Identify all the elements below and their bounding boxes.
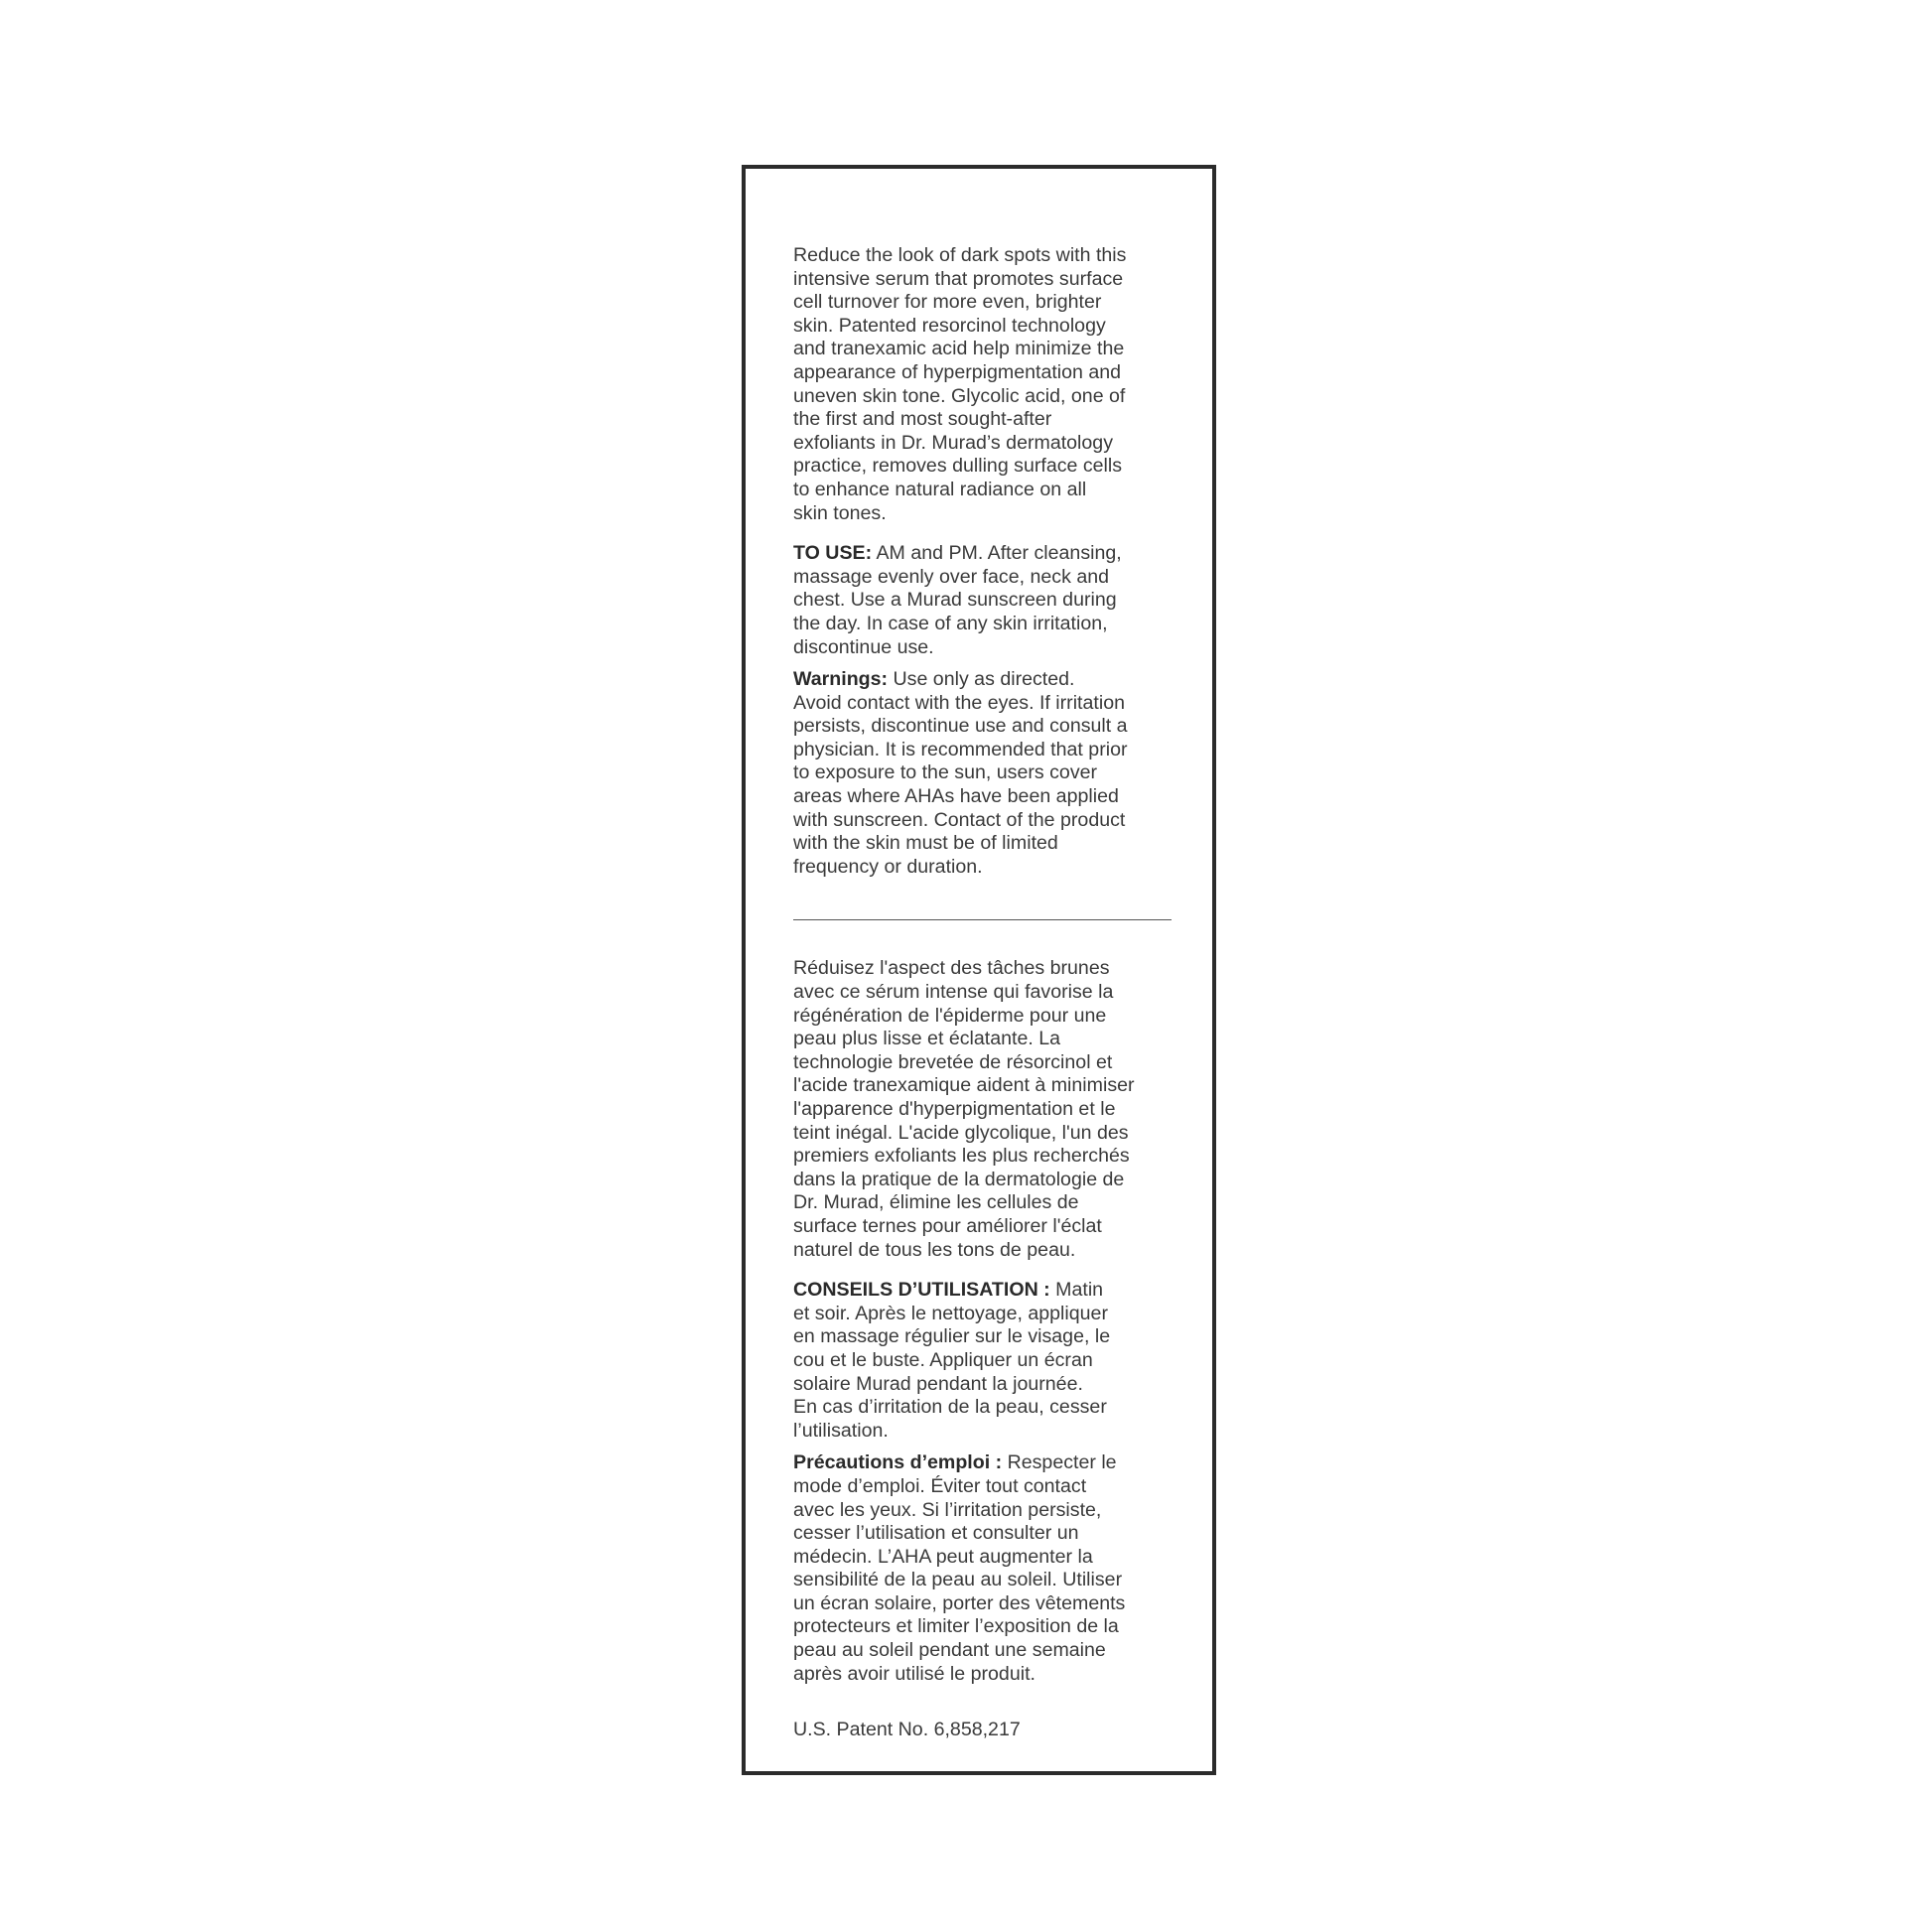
text-line: practice, removes dulling surface cells [793, 455, 1123, 478]
usage-first-line: Matin [1049, 1279, 1104, 1302]
text-line: l'acide tranexamique aident à minimiser [793, 1074, 1135, 1097]
text-line: cell turnover for more even, brighter [793, 291, 1102, 314]
text-line: mode d’emploi. Éviter tout contact [793, 1474, 1087, 1497]
text-line: areas where AHAs have been applied [793, 785, 1119, 808]
text-line: sensibilité de la peau au soleil. Utiliser [793, 1569, 1123, 1591]
french-precautions [793, 1451, 1174, 1686]
text-line: En cas d’irritation de la peau, cesser [793, 1396, 1107, 1419]
text-line: the first and most sought-after [793, 408, 1052, 431]
text-line: to exposure to the sun, users cover [793, 761, 1098, 784]
text-line: with sunscreen. Contact of the product [793, 808, 1126, 831]
text-line: protecteurs et limiter l’exposition de la [793, 1615, 1119, 1638]
text-line: appearance of hyperpigmentation and [793, 360, 1122, 383]
text-line [793, 542, 1174, 566]
warnings-first-line: Use only as directed. [888, 668, 1075, 691]
text-line: l'apparence d'hyperpigmentation et le [793, 1098, 1116, 1120]
text-line: Reduce the look of dark spots with this [793, 244, 1127, 266]
text-line: skin tones. [793, 501, 887, 524]
text-line: avec ce sérum intense qui favorise la [793, 981, 1114, 1004]
text-line: peau au soleil pendant une semaine [793, 1639, 1106, 1662]
english-description [793, 244, 1174, 525]
text-line: dans la pratique de la dermatologie de [793, 1168, 1125, 1190]
text-line: skin. Patented resorcinol technology [793, 314, 1106, 337]
text-line: cesser l’utilisation et consulter un [793, 1522, 1079, 1545]
text-line: en massage régulier sur le visage, le [793, 1325, 1111, 1348]
text-line: U.S. Patent No. 6,858,217 [793, 1719, 1021, 1741]
text-line: un écran solaire, porter des vêtements [793, 1591, 1126, 1614]
text-line: the day. In case of any skin irritation, [793, 612, 1108, 634]
precautions-first-line: Respecter le [1002, 1451, 1117, 1474]
text-line: discontinue use. [793, 635, 934, 658]
text-line: avec les yeux. Si l’irritation persiste, [793, 1498, 1102, 1521]
text-line: with the skin must be of limited [793, 832, 1058, 855]
text-line: Avoid contact with the eyes. If irritation [793, 691, 1125, 714]
text-line: Réduisez l'aspect des tâches brunes [793, 957, 1110, 980]
text-line: persists, discontinue use and consult a [793, 715, 1128, 738]
text-line: and tranexamic acid help minimize the [793, 338, 1125, 360]
label-content [793, 244, 1174, 1742]
text-line: l’utilisation. [793, 1419, 889, 1442]
text-line: après avoir utilisé le produit. [793, 1662, 1035, 1685]
text-line: Dr. Murad, élimine les cellules de [793, 1191, 1079, 1214]
text-line: teint inégal. L'acide glycolique, l'un des [793, 1121, 1129, 1144]
french-description [793, 957, 1174, 1262]
text-line: peau plus lisse et éclatante. La [793, 1028, 1061, 1050]
text-line: solaire Murad pendant la journée. [793, 1372, 1083, 1395]
text-line: et soir. Après le nettoyage, appliquer [793, 1302, 1108, 1324]
text-line: massage evenly over face, neck and [793, 565, 1110, 588]
text-line: régénération de l'épiderme pour une [793, 1004, 1107, 1027]
to-use-label: TO USE: [793, 542, 873, 565]
text-line: intensive serum that promotes surface [793, 267, 1124, 290]
text-line: premiers exfoliants les plus recherchés [793, 1145, 1130, 1168]
text-line: to enhance natural radiance on all [793, 478, 1087, 500]
text-line: exfoliants in Dr. Murad’s dermatology [793, 431, 1113, 454]
warnings-label: Warnings: [793, 668, 889, 691]
english-warnings [793, 668, 1174, 879]
text-line: cou et le buste. Appliquer un écran [793, 1348, 1093, 1371]
text-line [793, 1279, 1174, 1303]
text-line [793, 668, 1174, 692]
precautions-label: Précautions d’emploi : [793, 1451, 1003, 1474]
text-line: naturel de tous les tons de peau. [793, 1238, 1076, 1261]
text-line: technologie brevetée de résorcinol et [793, 1050, 1113, 1073]
french-usage [793, 1279, 1174, 1443]
text-line: physician. It is recommended that prior [793, 738, 1128, 760]
text-line [793, 1451, 1174, 1475]
label-panel [742, 165, 1216, 1775]
text-line: médecin. L’AHA peut augmenter la [793, 1545, 1093, 1568]
english-to-use [793, 542, 1174, 659]
text-line: surface ternes pour améliorer l'éclat [793, 1214, 1102, 1237]
patent-number [793, 1719, 1174, 1742]
text-line: uneven skin tone. Glycolic acid, one of [793, 384, 1126, 407]
usage-label: CONSEILS D’UTILISATION : [793, 1279, 1050, 1302]
text-line: frequency or duration. [793, 855, 983, 878]
text-line: chest. Use a Murad sunscreen during [793, 589, 1117, 612]
to-use-first-line: AM and PM. After cleansing, [872, 542, 1122, 565]
